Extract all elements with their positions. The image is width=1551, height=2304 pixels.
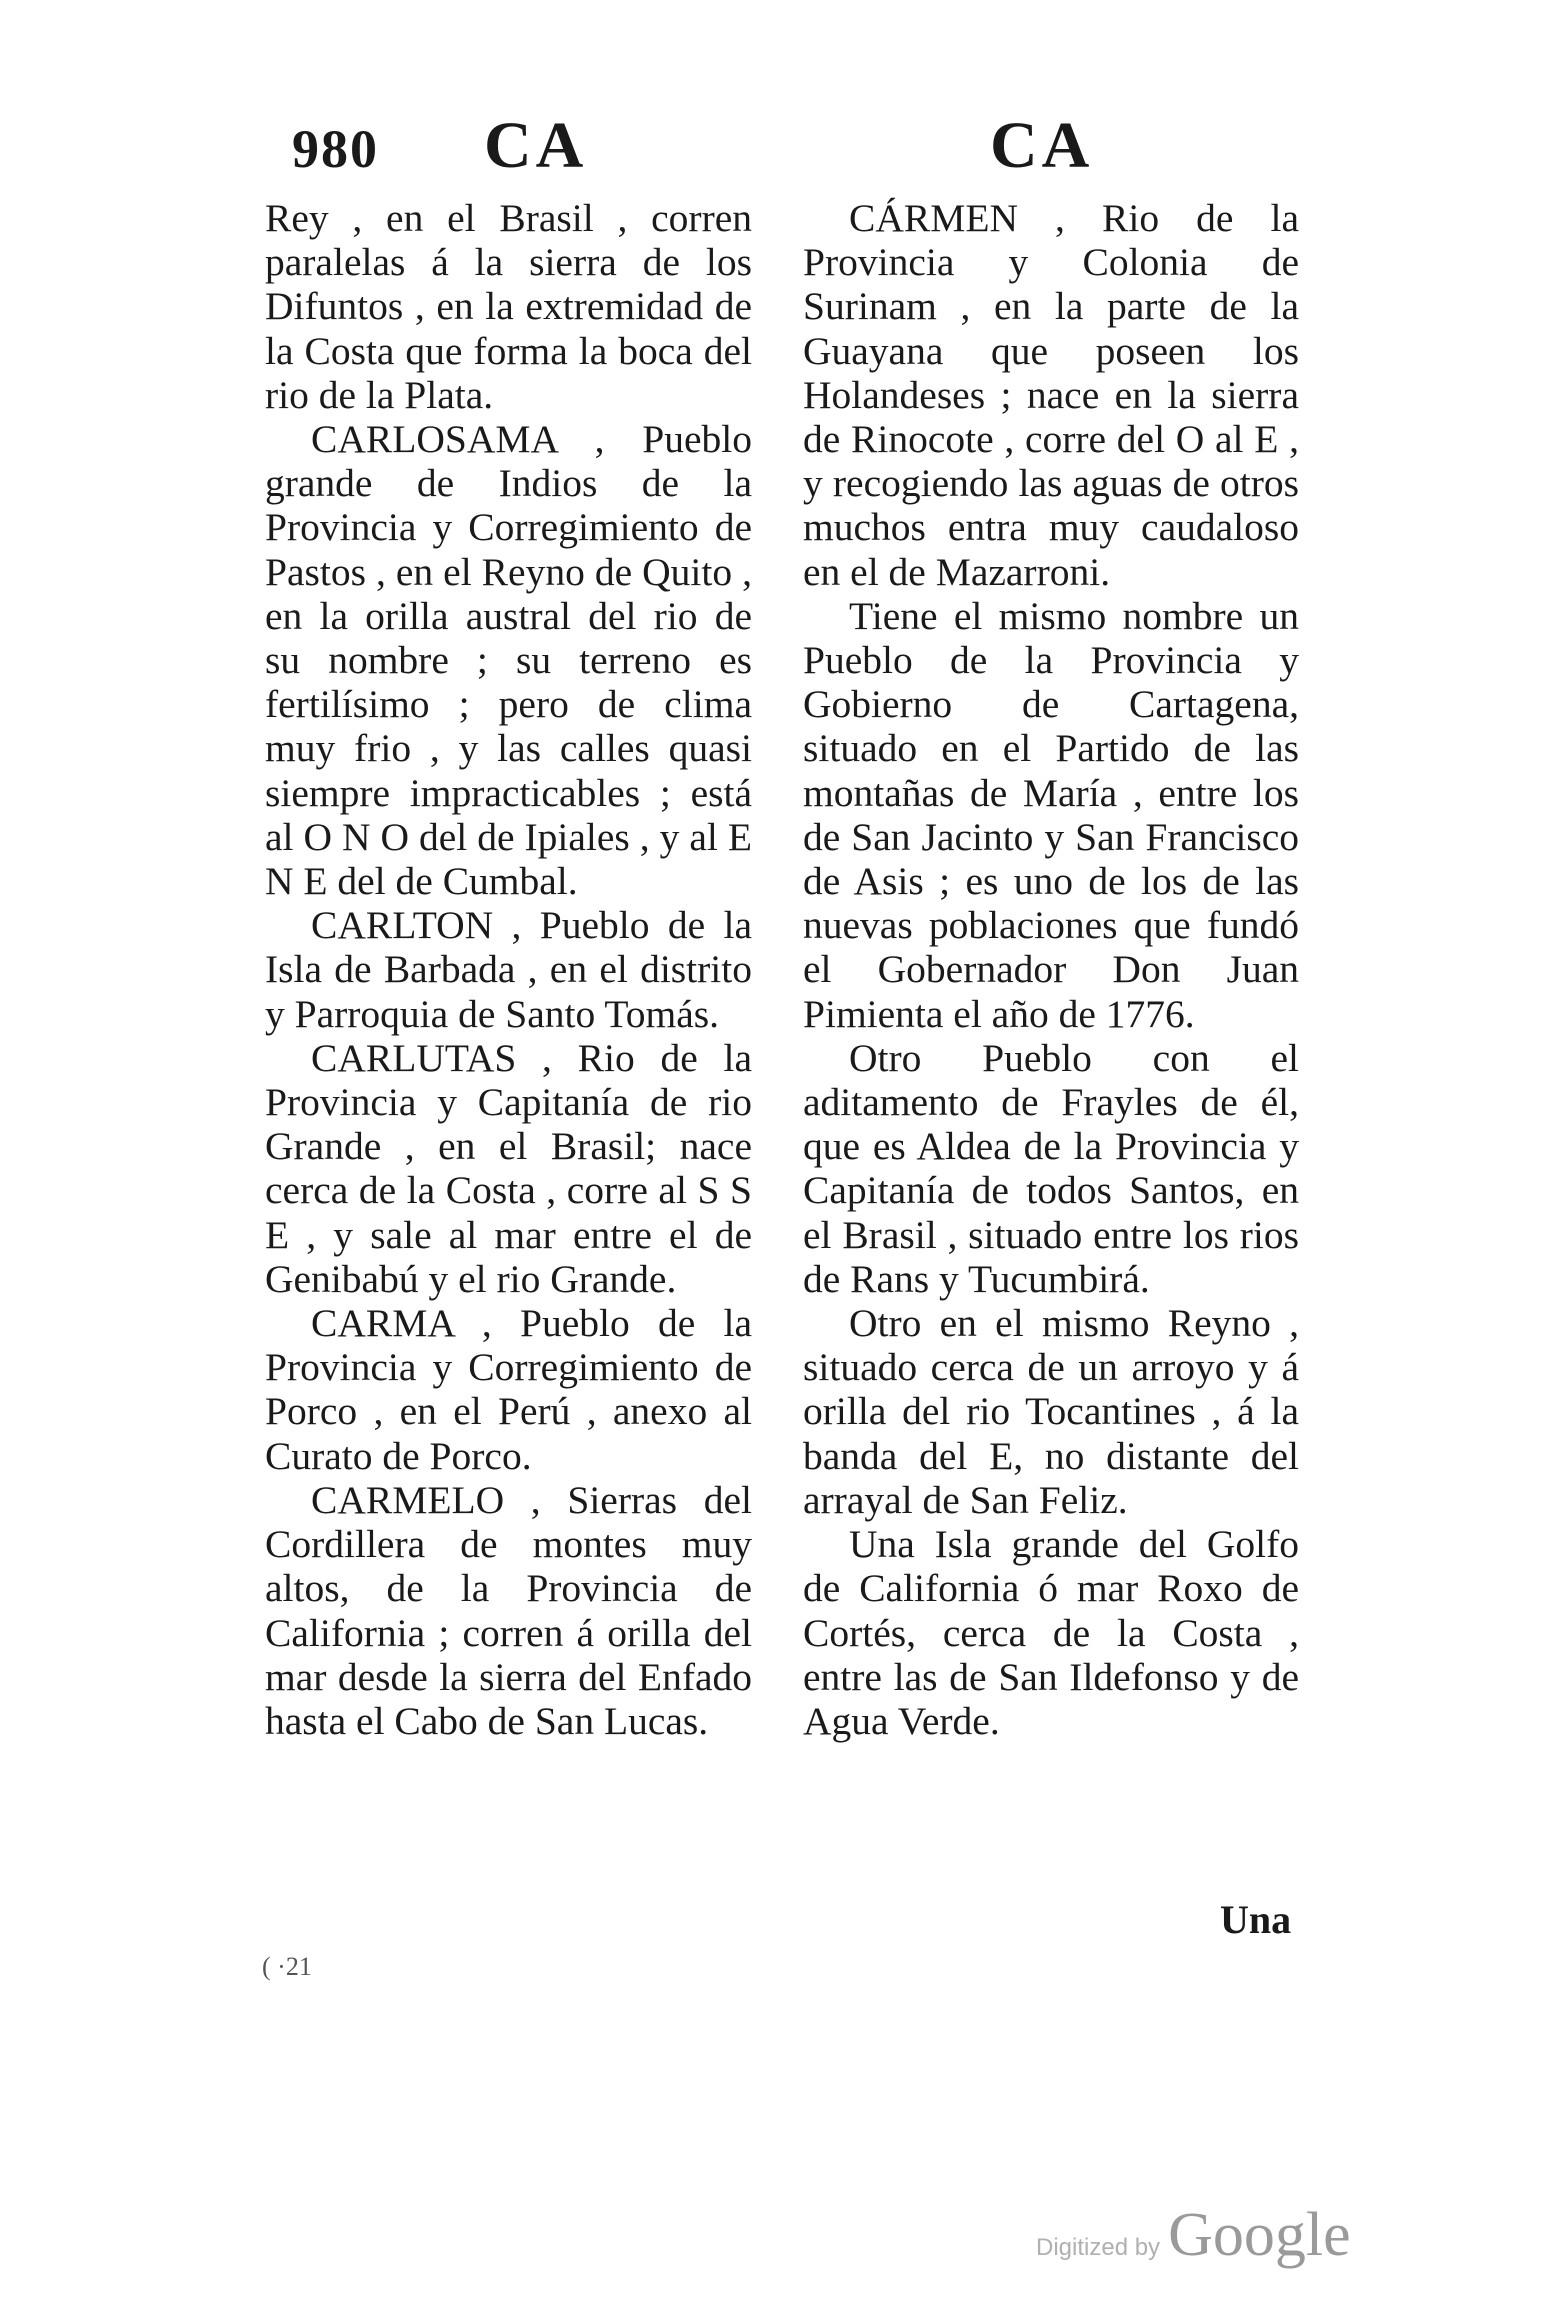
margin-marks: ( ·21 <box>262 1952 312 1981</box>
paragraph-rey-continuation: Rey , en el Brasil , corren paralelas á la sierra de los Difuntos , en la extremidad de la Costa que forma la boca del rio de la Plata. <box>265 196 752 417</box>
entry-carlton: CARLTON , Pueblo de la Isla de Barbada , en el distrito y Parroquia de Santo Tomás. <box>265 903 752 1036</box>
right-column <box>803 196 1299 1743</box>
catchword: Una <box>1220 1897 1292 1942</box>
running-head-left: CA <box>484 109 588 182</box>
entry-carmen-frayles: Otro Pueblo con el aditamento de Frayles de él, que es Aldea de la Provincia y Capitanía de todos Santos, en el Brasil , situado entre los rios de Rans y Tucumbirá. <box>803 1035 1299 1301</box>
page-number: 980 <box>292 119 379 179</box>
left-column <box>265 196 752 1743</box>
watermark-prefix: Digitized by <box>1036 2234 1161 2261</box>
entry-carmen-isla: Una Isla grande del Golfo de California ó mar Roxo de Cortés, cerca de la Costa , entre las de San Ildefonso y de Agua Verde. <box>803 1522 1299 1743</box>
google-logo: Google <box>1168 2201 1351 2269</box>
entry-carmen-pueblo-cartagena: Tiene el mismo nombre un Pueblo de la Provincia y Gobierno de Cartagena, situado en el Partido de las montañas de María , entre los de San Jacinto y San Francisco de Asis ; es uno de los de las nuevas poblaciones que fundó el Gobernador Don Juan Pimienta el año de 1776. <box>803 593 1299 1036</box>
entry-carma: CARMA , Pueblo de la Provincia y Corregimiento de Porco , en el Perú , anexo al Curato de Porco. <box>265 1301 752 1478</box>
entry-carmen-tocantines: Otro en el mismo Reyno , situado cerca de un arroyo y á orilla del rio Tocantines , á la banda del E, no distante del arrayal de San Feliz. <box>803 1301 1299 1522</box>
entry-carmelo: CARMELO , Sierras del Cordillera de montes muy altos, de la Provincia de California ; corren á orilla del mar desde la sierra del Enfado hasta el Cabo de San Lucas. <box>265 1477 752 1743</box>
running-head-right: CA <box>990 109 1094 182</box>
entry-carlutas: CARLUTAS , Rio de la Provincia y Capitanía de rio Grande , en el Brasil; nace cerca de la Costa , corre al S S E , y sale al mar entre el de Genibabú y el rio Grande. <box>265 1035 752 1301</box>
entry-carmen: CÁRMEN , Rio de la Provincia y Colonia de Surinam , en la parte de la Guayana que poseen los Holandeses ; nace en la sierra de Rinocote , corre del O al E , y recogiendo las aguas de otros muchos entra muy caudaloso en el de Mazarroni. <box>803 196 1299 594</box>
google-watermark <box>1036 2200 1351 2271</box>
entry-carlosama: CARLOSAMA , Pueblo grande de Indios de la Provincia y Corregimiento de Pastos , en el Reyno de Quito , en la orilla austral del rio de su nombre ; su terreno es fertilísimo ; pero de clima muy frio , y las calles quasi siempre impracticables ; está al O N O del de Ipiales , y al E N E del de Cumbal. <box>265 417 752 904</box>
